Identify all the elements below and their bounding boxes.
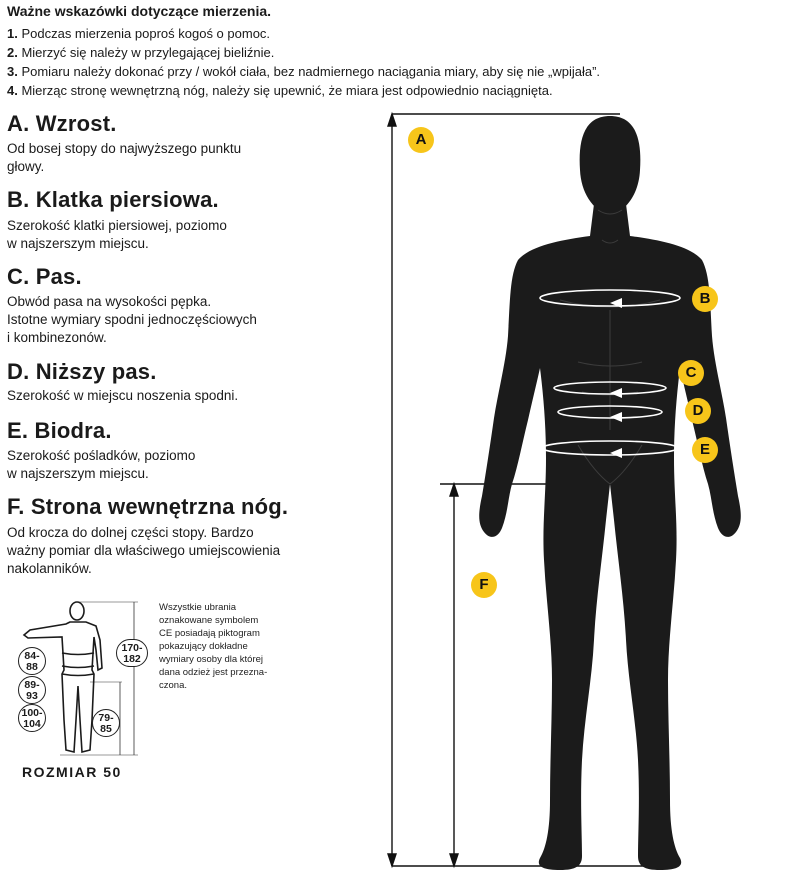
tip-item: 1. Podczas mierzenia poproś kogoś o pomoc. bbox=[7, 26, 271, 41]
size-pictogram bbox=[0, 590, 160, 760]
section-heading-f: F. Strona wewnętrzna nóg. bbox=[7, 494, 289, 519]
height-size-box: 170- 182 bbox=[116, 639, 148, 667]
section-text-c: Obwód pasa na wysokości pępka. Istotne wymiary spodni jednoczęściowych i kombinezonów. bbox=[7, 294, 257, 345]
section-heading-a: A. Wzrost. bbox=[7, 111, 117, 136]
body-silhouette bbox=[370, 100, 788, 882]
badge-e: E bbox=[692, 437, 718, 463]
tips-title: Ważne wskazówki dotyczące mierzenia. bbox=[7, 3, 272, 19]
badge-f: F bbox=[471, 572, 497, 598]
size-label: ROZMIAR 50 bbox=[22, 764, 122, 780]
section-heading-c: C. Pas. bbox=[7, 264, 82, 289]
badge-b: B bbox=[692, 286, 718, 312]
badge-a: A bbox=[408, 127, 434, 153]
badge-c: C bbox=[678, 360, 704, 386]
badge-d: D bbox=[685, 398, 711, 424]
tip-item: 4. Mierząc stronę wewnętrzną nóg, należy się upewnić, że miara jest odpowiednio naciągnięta. bbox=[7, 83, 553, 98]
waist-size-box: 89- 93 bbox=[18, 676, 46, 704]
hips-size-box: 100- 104 bbox=[18, 704, 46, 732]
section-heading-d: D. Niższy pas. bbox=[7, 359, 157, 384]
ce-note: Wszystkie ubrania oznakowane symbolem CE posiadają piktogram pokazujący dokładne wymiary osoby dla której dana odzież jest przezna- czona. bbox=[159, 602, 268, 691]
section-heading-b: B. Klatka piersiowa. bbox=[7, 187, 219, 212]
chest-size-box: 84- 88 bbox=[18, 647, 46, 675]
section-text-d: Szerokość w miejscu noszenia spodni. bbox=[7, 388, 239, 403]
tip-item: 3. Pomiaru należy dokonać przy / wokół ciała, bez nadmiernego naciągania miary, aby się nie „wpijała”. bbox=[7, 64, 601, 79]
section-text-b: Szerokość klatki piersiowej, poziomo w najszerszym miejscu. bbox=[7, 218, 227, 251]
tips-list bbox=[7, 24, 600, 100]
inseam-size-box: 79- 85 bbox=[92, 709, 120, 737]
section-text-e: Szerokość pośladków, poziomo w najszerszym miejscu. bbox=[7, 448, 196, 481]
section-heading-e: E. Biodra. bbox=[7, 418, 112, 443]
tip-item: 2. Mierzyć się należy w przylegającej bieliźnie. bbox=[7, 45, 275, 60]
section-text-a: Od bosej stopy do najwyższego punktu głowy. bbox=[7, 141, 242, 174]
section-text-f: Od krocza do dolnej części stopy. Bardzo ważny pomiar dla właściwego umiejscowienia nakolanników. bbox=[7, 525, 281, 576]
